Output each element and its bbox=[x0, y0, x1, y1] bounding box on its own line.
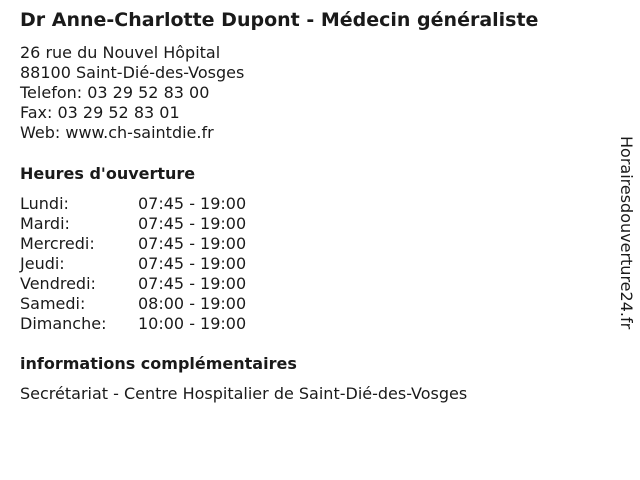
day-label: Mardi: bbox=[20, 214, 70, 233]
website-link[interactable]: Web: www.ch-saintdie.fr bbox=[20, 123, 214, 142]
time-range: 07:45 - 19:00 bbox=[138, 214, 247, 233]
time-range: 07:45 - 19:00 bbox=[138, 234, 247, 253]
street-address: 26 rue du Nouvel Hôpital bbox=[20, 43, 221, 62]
hours-row-monday bbox=[20, 194, 246, 214]
contact-block bbox=[20, 43, 244, 143]
city-address: 88100 Saint-Dié-des-Vosges bbox=[20, 63, 245, 82]
time-range: 07:45 - 19:00 bbox=[138, 194, 247, 213]
phone-number: Telefon: 03 29 52 83 00 bbox=[20, 83, 210, 102]
info-heading: informations complémentaires bbox=[20, 354, 297, 373]
hours-table bbox=[20, 194, 246, 334]
time-range: 07:45 - 19:00 bbox=[138, 254, 247, 273]
hours-row-friday bbox=[20, 274, 246, 294]
fax-number: Fax: 03 29 52 83 01 bbox=[20, 103, 180, 122]
day-label: Jeudi: bbox=[20, 254, 65, 273]
day-label: Dimanche: bbox=[20, 314, 107, 333]
hours-heading: Heures d'ouverture bbox=[20, 164, 196, 183]
hours-row-wednesday bbox=[20, 234, 246, 254]
brand-watermark: Horairesdouverture24.fr bbox=[617, 136, 636, 330]
time-range: 07:45 - 19:00 bbox=[138, 274, 247, 293]
hours-row-saturday bbox=[20, 294, 246, 314]
info-text: Secrétariat - Centre Hospitalier de Saint-Dié-des-Vosges bbox=[20, 384, 468, 403]
day-label: Lundi: bbox=[20, 194, 69, 213]
day-label: Samedi: bbox=[20, 294, 86, 313]
hours-row-tuesday bbox=[20, 214, 246, 234]
day-label: Vendredi: bbox=[20, 274, 96, 293]
day-label: Mercredi: bbox=[20, 234, 95, 253]
time-range: 08:00 - 19:00 bbox=[138, 294, 247, 313]
page-title: Dr Anne-Charlotte Dupont - Médecin généraliste bbox=[20, 9, 539, 31]
hours-row-sunday bbox=[20, 314, 246, 334]
time-range: 10:00 - 19:00 bbox=[138, 314, 247, 333]
hours-row-thursday bbox=[20, 254, 246, 274]
